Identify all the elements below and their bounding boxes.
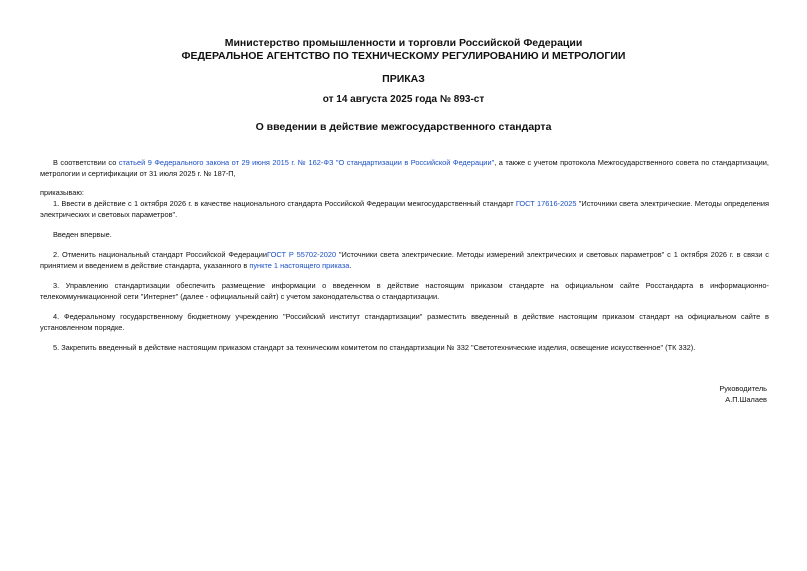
ministry-heading: Министерство промышленности и торговли Российской Федерации (224, 37, 583, 49)
point-1-link[interactable]: пункте 1 настоящего приказа (249, 261, 350, 270)
law-link[interactable]: статьей 9 Федерального закона от 29 июня 2015 г. № 162-ФЗ "О стандартизации в Российской Федерации" (118, 158, 495, 167)
p2-text-1: 2. Отменить национальный стандарт Российской Федерации (53, 250, 268, 259)
preamble-text-1: В соответствии со (53, 158, 119, 167)
doc-type-heading: ПРИКАЗ (382, 73, 425, 85)
date-number: от 14 августа 2025 года № 893-ст (322, 94, 485, 105)
p1-text-2: "Источники света электрические. Методы определения электрических и световых параметров". (40, 199, 770, 219)
signature-name: А.П.Шалаев (725, 395, 767, 404)
signature-title: Руководитель (719, 384, 767, 393)
agency-heading: ФЕДЕРАЛЬНОЕ АГЕНТСТВО ПО ТЕХНИЧЕСКОМУ РЕГУЛИРОВАНИЮ И МЕТРОЛОГИИ (181, 50, 626, 62)
p2-text-2: "Источники света электрические. Методы измерений электрических и световых параметров" с 1 октября 2026 г. в связи с принятием и введением в действие стандарта, указанного в (40, 250, 769, 270)
paragraph-3: 3. Управлению стандартизации обеспечить размещение информации о введенном в действие настоящим приказом стандарте на официальном сайте Росстандарта в информационно-телекоммуникационной сети "Интернет" (далее - официальный сайт) с учетом законодательства о стандартизации. (40, 281, 769, 301)
p2-text-3: . (349, 261, 352, 270)
first-intro-note: Введен впервые. (53, 230, 112, 239)
paragraph-1 (40, 198, 769, 220)
gost-17616-link[interactable]: ГОСТ 17616-2025 (515, 199, 577, 208)
preamble-text-2: , а также с учетом протокола Межгосударственного совета по стандартизации, метрологии и сертификации от 31 июля 2025 г. № 187-П, (40, 158, 769, 178)
paragraph-2 (40, 249, 769, 271)
preamble-paragraph (40, 157, 769, 179)
paragraph-5: 5. Закрепить введенный в действие настоящим приказом стандарт за техническим комитетом по стандартизации № 332 "Светотехнические изделия, освещение искусственное" (ТК 332). (53, 343, 696, 352)
p1-text-1: 1. Ввести в действие с 1 октября 2026 г. в качестве национального стандарта Российской Федерации межгосударственный стандарт (53, 199, 516, 208)
order-word: приказываю: (40, 188, 84, 197)
paragraph-4: 4. Федеральному государственному бюджетному учреждению "Российский институт стандартизации" разместить введенный в действие настоящим приказом стандарт на официальном сайте в установленном порядке. (40, 312, 769, 332)
doc-subject: О введении в действие межгосударственного стандарта (255, 121, 552, 133)
gost-r-55702-link[interactable]: ГОСТ Р 55702-2020 (267, 250, 337, 259)
